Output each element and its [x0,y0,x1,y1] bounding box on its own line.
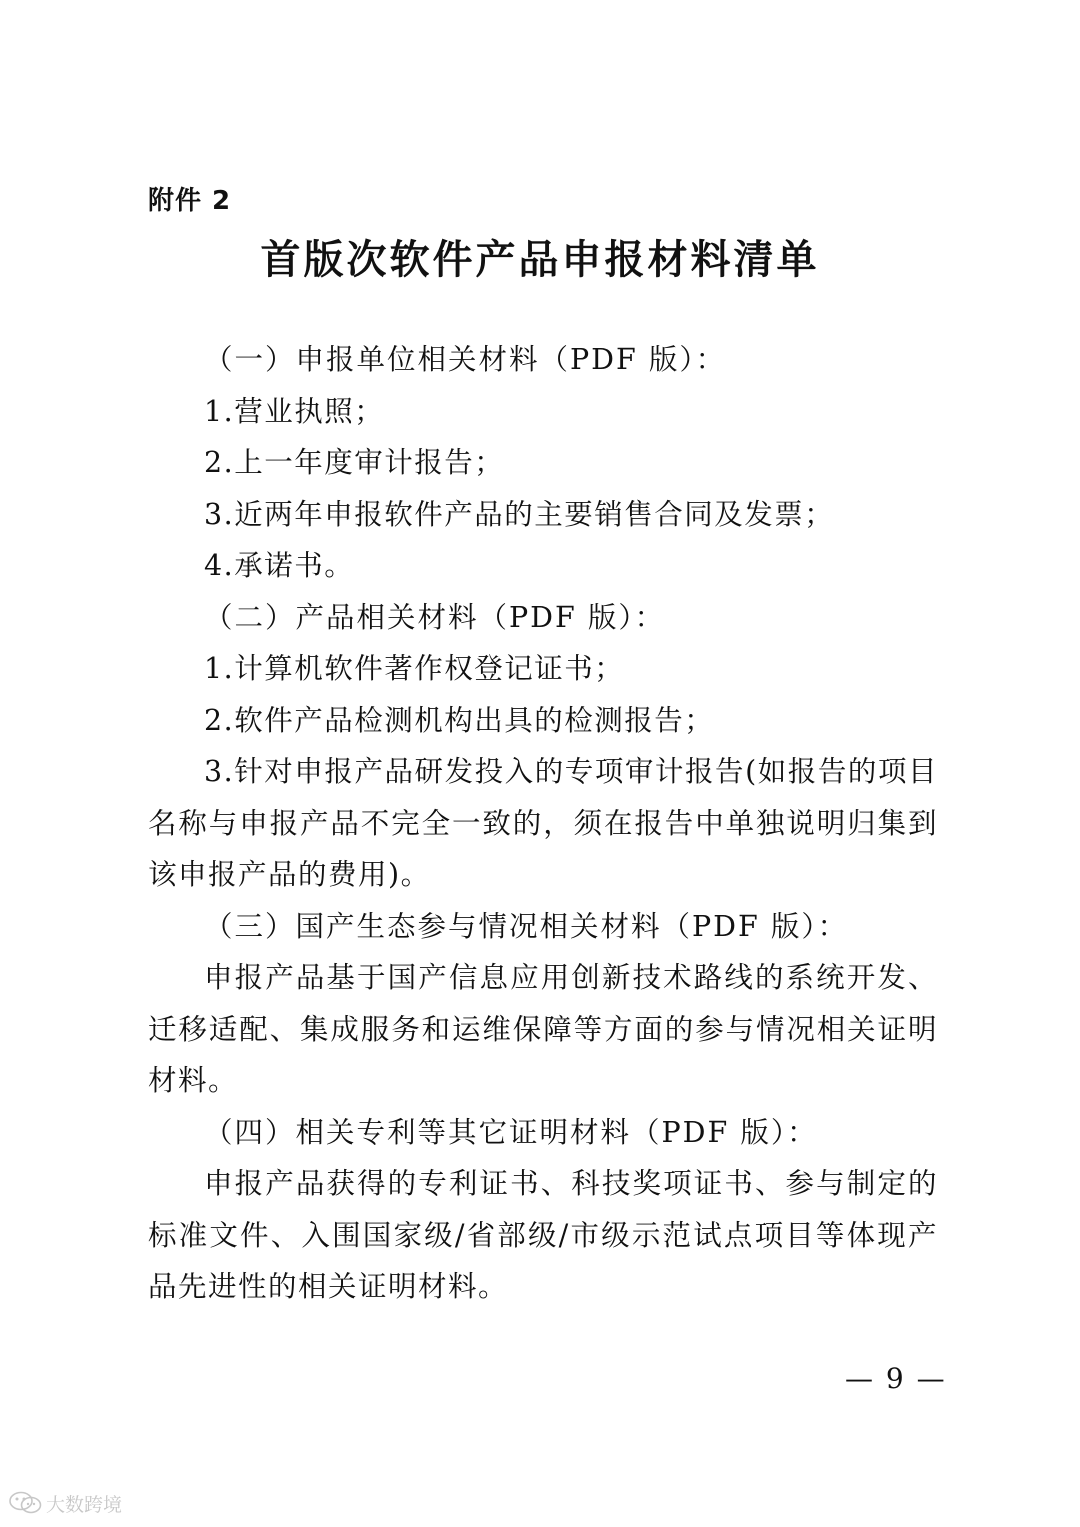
list-item: 2.软件产品检测机构出具的检测报告； [204,703,715,737]
page-number: — 9 — [845,1362,947,1395]
section-heading: （一）申报单位相关材料（PDF 版）： [204,343,727,376]
section-heading: （四）相关专利等其它证明材料（PDF 版）： [204,1115,818,1149]
list-item: 2.上一年度审计报告； [204,446,505,479]
wechat-logo-icon [8,1490,44,1516]
document-body [148,334,938,1313]
section-2 [148,592,938,901]
section-4 [148,1107,938,1313]
list-item: 1.营业执照； [204,394,385,428]
section-1 [148,334,938,592]
list-item: 1.计算机软件著作权登记证书； [204,652,625,685]
watermark-text: 大数跨境 [46,1493,123,1516]
list-item: 3.近两年申报软件产品的主要销售合同及发票； [204,497,835,531]
list-item: 4.承诺书。 [204,549,355,582]
section-heading: （二）产品相关材料（PDF 版）： [204,600,666,634]
section-paragraph: 申报产品获得的专利证书、科技奖项证书、参与制定的标准文件、入围国家级/省部级/市级示范试点项目等体现产品先进性的相关证明材料。 [148,1167,938,1303]
document-title: 首版次软件产品申报材料清单 [260,237,820,283]
attachment-label: 附件 2 [148,186,232,216]
watermark [8,1488,122,1518]
section-3 [148,901,938,1107]
list-item: 3.针对申报产品研发投入的专项审计报告(如报告的项目名称与申报产品不完全一致的，须在报告中单独说明归集到该申报产品的费用)。 [148,755,938,891]
section-paragraph: 申报产品基于国产信息应用创新技术路线的系统开发、迁移适配、集成服务和运维保障等方面的参与情况相关证明材料。 [148,961,938,1097]
section-heading: （三）国产生态参与情况相关材料（PDF 版）： [204,909,849,943]
